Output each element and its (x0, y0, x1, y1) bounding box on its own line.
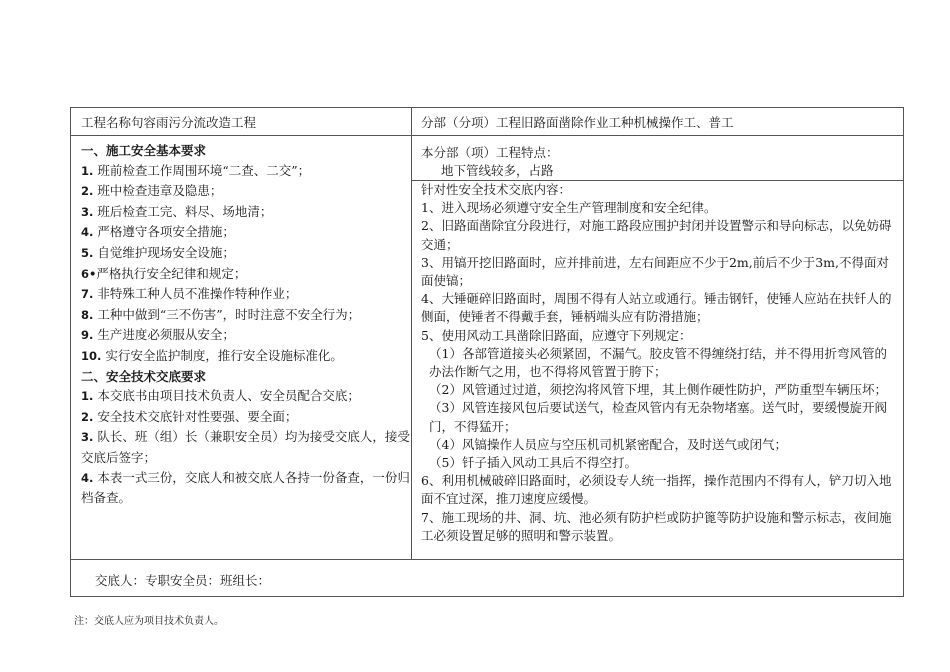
list-item (81, 386, 411, 407)
sub-item-number: （5） (429, 455, 462, 471)
item-text: 班前检查工作周围环境“二查、二交”； (93, 162, 311, 178)
item-number: 1. (81, 163, 94, 178)
item-text: 本表一式三份，交底人和被交底人各持一份备查，一份归档备查。 (81, 469, 410, 506)
item-text: 严格遵守各项安全措施； (93, 224, 235, 240)
item-number: 3. (81, 204, 94, 219)
item-text: 实行安全监护制度，推行安全设施标准化。 (101, 347, 343, 363)
item-text: 非特殊工种人员不准操作特种作业； (93, 286, 298, 302)
tech-item: 2、旧路面凿除宜分段进行，对施工路段应围护封闭并设置警示和导向标志，以免妨碍交通； (421, 218, 892, 252)
item-number: 2. (81, 409, 94, 424)
sub-item-number: （2） (429, 382, 462, 398)
sub-item-number: （1） (429, 345, 462, 361)
item-text: 工种中做到“三不伤害”，时时注意不安全行为； (93, 306, 361, 322)
sub-item-number: （3） (429, 400, 462, 416)
list-item (81, 407, 411, 428)
sub-item (421, 381, 897, 399)
item-number: 4. (81, 470, 94, 485)
section-title-disclosure: 二、安全技术交底要求 (81, 368, 207, 384)
item-text: 严格执行安全纪律和规定； (96, 265, 247, 281)
signature-line: 交底人：专职安全员：班组长： (95, 573, 271, 588)
item-number: 4. (81, 225, 94, 240)
sub-item-text: 风管连接风包后要试送气，检查风管内有无杂物堵塞。送气时，要缓慢旋开阀门，不得猛开； (429, 400, 887, 434)
column-divider (411, 108, 412, 559)
tech-item: 3、用镐开挖旧路面时，应并排前进，左右间距应不少于2m,前后不少于3m,不得面对面使镐； (421, 254, 890, 289)
list-item (81, 222, 411, 243)
tech-item: 6、利用机械破碎旧路面时，必须设专人统一指挥，操作范围内不得有人，铲刀切入地面不宜过深，推刀速度应缓慢。 (421, 473, 892, 507)
sub-item-text: 各部管道接头必须紧固，不漏气。胶皮管不得缠绕打结，并不得用折弯风管的办法作断气之用，也不得将风管置于胯下； (429, 345, 887, 380)
list-item (81, 346, 411, 367)
item-number: 7. (81, 287, 94, 302)
item-number: 5. (81, 245, 94, 260)
tech-item: 7、施工现场的井、洞、坑、池必须有防护栏或防护篦等防护设施和警示标志，夜间施工必须设置足够的照明和警示装置。 (421, 509, 892, 543)
item-text: 班后检查工完、料尽、场地清； (93, 203, 273, 219)
footnote: 注：交底人应为项目技术负责人。 (74, 616, 224, 627)
subproject-name: 分部（分项）工程旧路面凿除作业工种机械操作工、普工 (421, 115, 734, 130)
item-number: 3. (81, 430, 94, 445)
item-text: 本交底书由项目技术负责人、安全员配合交底； (93, 388, 360, 404)
sub-item-text: 风镐操作人员应与空压机司机紧密配合，及时送气或闭气； (461, 436, 787, 452)
item-number: 1. (81, 389, 94, 404)
list-item (81, 181, 411, 202)
section-title-basic: 一、施工安全基本要求 (81, 143, 207, 158)
sub-item (421, 454, 897, 472)
item-number: 10. (81, 348, 102, 363)
list-item (81, 284, 411, 305)
list-item (81, 202, 411, 223)
sub-item (421, 436, 897, 454)
list-item (81, 243, 411, 264)
item-text: 生产进度必须服从安全； (93, 327, 235, 343)
project-name: 工程名称句容雨污分流改造工程 (81, 115, 257, 130)
item-text: 安全技术交底针对性要强、要全面； (93, 408, 298, 424)
sub-item-text: 风管通过过道，须挖沟将风管下埋，其上侧作硬性防护，严防重型车辆压坏； (461, 382, 887, 398)
item-number: 6• (81, 266, 97, 281)
disclosure-form (70, 107, 904, 597)
list-item (81, 161, 411, 182)
header-divider (71, 135, 903, 136)
requirements-column (81, 141, 411, 508)
tech-item: 1、进入现场必须遵守安全生产管理制度和安全纪律。 (421, 200, 717, 216)
list-item (81, 305, 411, 326)
item-number: 9. (81, 328, 94, 343)
sub-item (421, 399, 897, 435)
feature-label: 本分部（项）工程特点： (421, 145, 559, 160)
list-item (81, 264, 411, 285)
sub-item (421, 345, 897, 381)
sub-item-number: （4） (429, 436, 462, 452)
list-item (81, 325, 411, 346)
feature-cell (421, 144, 559, 180)
item-number: 8. (81, 307, 94, 322)
tech-title: 针对性安全技术交底内容： (421, 182, 572, 197)
item-text: 队长、班（组）长（兼职安全员）均为接受交底人，接受交底后签字； (81, 429, 410, 465)
footer-divider (71, 559, 903, 560)
item-text: 自觉维护现场安全设施； (93, 244, 235, 260)
item-text: 班中检查违章及隐患； (93, 183, 223, 199)
tech-item: 4、大锤砸碎旧路面时，周围不得有人站立或通行。锤击钢钎，使锤人应站在扶钎人的侧面，使锤者不得戴手套，锤柄端头应有防滑措施； (421, 291, 892, 325)
sub-item-text: 钎子插入风动工具后不得空打。 (461, 455, 637, 471)
tech-item: 5、使用风动工具凿除旧路面，应遵守下列规定： (421, 327, 692, 343)
technical-column (421, 181, 897, 545)
feature-text: 地下管线较多，占路 (441, 163, 554, 178)
item-number: 2. (81, 184, 94, 199)
list-item (81, 468, 411, 508)
list-item (81, 427, 411, 467)
